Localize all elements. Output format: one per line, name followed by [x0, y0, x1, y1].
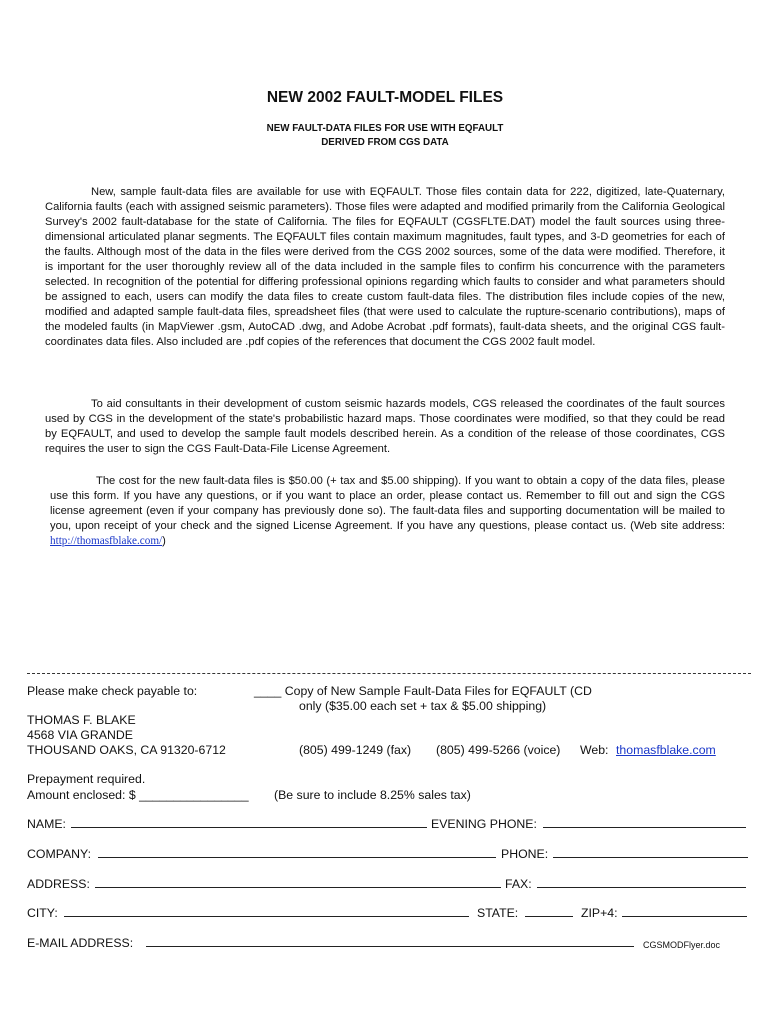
prepayment-note: Prepayment required. — [27, 772, 146, 786]
payable-label: Please make check payable to: — [27, 684, 198, 698]
website-link[interactable]: http://thomasfblake.com/ — [50, 535, 163, 547]
payee-city: THOUSAND OAKS, CA 91320-6712 — [27, 743, 226, 757]
subtitle-line-2: DERIVED FROM CGS DATA — [321, 137, 449, 148]
phone-label: PHONE: — [501, 847, 549, 861]
copy-order-line-2: only ($35.00 each set + tax & $5.00 shipping) — [299, 699, 547, 713]
evening-phone-label: EVENING PHONE: — [431, 817, 537, 831]
phone-field[interactable] — [553, 847, 748, 858]
state-label: STATE: — [477, 906, 519, 920]
cost-paragraph: The cost for the new fault-data files is $50.00 (+ tax and $5.00 shipping). If you want to obtain a copy of the data files, please use this form. If you have any questions, or if you want to place an order, please contact us. Remember to fill out and sign the CGS license agreement (even if your company has previously done so). The fault-data files and supporting documentation will be mailed to you, upon receipt of your check and the signed License Agreement. If you have any questions, please contact us. (Web site address: http://thomasfblake.com/) — [50, 475, 725, 547]
web-label: Web: — [580, 743, 609, 757]
city-label: CITY: — [27, 906, 58, 920]
email-field[interactable] — [146, 936, 634, 947]
name-field[interactable] — [71, 817, 427, 828]
fax-number: (805) 499-1249 (fax) — [299, 743, 412, 757]
evening-phone-field[interactable] — [543, 817, 746, 828]
subtitle-line-1: NEW FAULT-DATA FILES FOR USE WITH EQFAULT — [266, 123, 504, 134]
fax-field[interactable] — [537, 877, 746, 888]
copy-order-line-1[interactable]: ____ Copy of New Sample Fault-Data Files for EQFAULT (CD — [254, 684, 592, 698]
zip-field[interactable] — [622, 906, 747, 917]
web-link[interactable]: thomasfblake.com — [616, 743, 716, 757]
state-field[interactable] — [525, 906, 573, 917]
intro-paragraph: New, sample fault-data files are available for use with EQFAULT. Those files contain data for 222, digitized, late-Quaternary, California faults (each with assigned seismic parameters). Those files were adapted and modified primarily from the California Geological Survey's 2002 fault-database for the state of California. The files for EQFAULT (CGSFLTE.DAT) model the fault sources using three-dimensional articulated planar segments. The EQFAULT files contain maximum magnitudes, fault types, and 3-D geometries for each of the faults. Although most of the data in the files were derived from the CGS 2002 sources, some of the data were modified. Therefore, it is important for the user thoroughly review all of the data included in the sample files to confirm his concurrence with the parameters selected. In recognition of the potential for differing professional opinions regarding which faults to consider and what parameters should be assigned to each, users can modify the data files to create custom fault-data files. The distribution files include copies of the new, modified and adapted sample fault-data files, spreadsheet files (that were used to calculate the rupture-scenario contributions), maps of the modeled faults (in MapViewer .gsm, AutoCAD .dwg, and Adobe Acrobat .pdf formats), fault-data sheets, and the original CGS fault-coordinates data files. Also included are .pdf copies of the references that document the CGS 2002 fault model. — [45, 186, 725, 348]
email-label: E-MAIL ADDRESS: — [27, 936, 134, 950]
voice-number: (805) 499-5266 (voice) — [436, 743, 561, 757]
cut-line-divider — [27, 673, 751, 674]
name-label: NAME: — [27, 817, 66, 831]
address-label: ADDRESS: — [27, 877, 90, 891]
document-filename: CGSMODFlyer.doc — [643, 940, 721, 950]
payee-name: THOMAS F. BLAKE — [27, 713, 136, 727]
fax-label: FAX: — [505, 877, 532, 891]
company-field[interactable] — [98, 847, 496, 858]
sales-tax-note: (Be sure to include 8.25% sales tax) — [274, 788, 471, 802]
payee-street: 4568 VIA GRANDE — [27, 728, 133, 742]
city-field[interactable] — [64, 906, 469, 917]
zip-label: ZIP+4: — [581, 906, 618, 920]
company-label: COMPANY: — [27, 847, 91, 861]
address-field[interactable] — [95, 877, 501, 888]
amount-enclosed-field[interactable]: Amount enclosed: $ ________________ — [27, 788, 249, 802]
release-paragraph: To aid consultants in their development of custom seismic hazards models, CGS released the coordinates of the fault sources used by CGS in the development of the state's probabilistic hazard maps. Those coordinates were modified, so that they could be read by EQFAULT, and used to develop the sample fault models described herein. As a condition of the release of those coordinates, CGS requires the user to sign the CGS Fault-Data-File License Agreement. — [45, 398, 725, 455]
page-title: NEW 2002 FAULT-MODEL FILES — [266, 89, 504, 106]
